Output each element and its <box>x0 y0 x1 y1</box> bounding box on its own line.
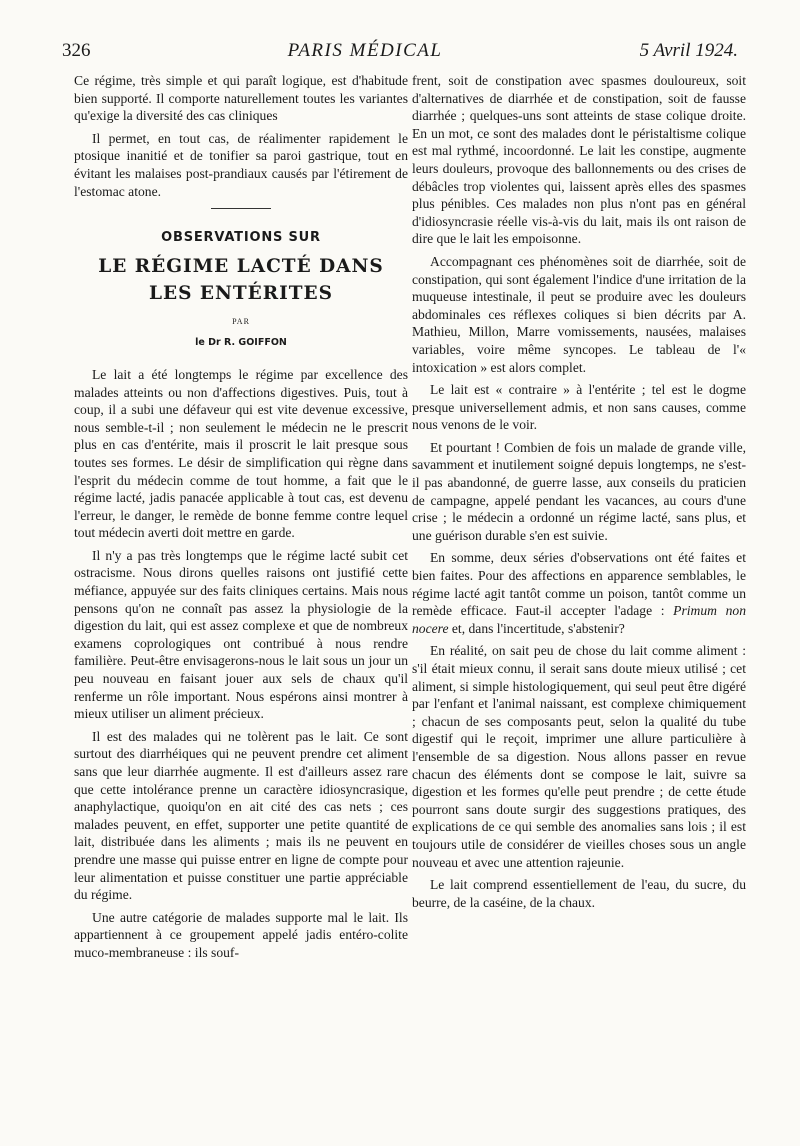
page-number: 326 <box>62 40 91 61</box>
latin-adage: Primum non nocere <box>412 603 746 636</box>
article-title-line-2: LES ENTÉRITES <box>148 282 334 304</box>
paragraph-text: et, dans l'incertitude, s'abstenir? <box>448 620 625 636</box>
intro-paragraph: Il permet, en tout cas, de réalimenter rapidement le ptosique inanitié et de tonifier sa paroi gastrique, tout en évitant les malaises post-prandiaux causés par l'étirement de l'estomac atone. <box>74 130 408 199</box>
body-paragraph: Le lait comprend essentiellement de l'eau, du sucre, du beurre, de la caséine, de la chaux. <box>412 877 746 910</box>
left-column <box>74 72 408 967</box>
article-kicker: OBSERVATIONS SUR <box>161 230 321 246</box>
article-heading <box>74 229 408 352</box>
right-column <box>412 72 746 916</box>
body-paragraph: En réalité, on sait peu de chose du lait comme aliment : s'il était mieux connu, il serait sans doute mieux utilisé ; cet aliment, si simple histologiquement, qui seul peut être digéré par l'enfant et l'animal naissant, est complexe chimiquement ; chacun de ses composants peut, selon la qualité du tube digestif qui le reçoit, imprimer une allure particulière à l'ensemble de sa digestion. Nous allons passer en revue chacun des éléments dont se compose le lait, suivre sa digestion et les formes qu'elle peut prendre ; de cette étude pourront sans doute surgir des suggestions pratiques, des explications de ce qui semble des anomalies sans lois ; il est toujours utile de considérer de vieilles choses sous un angle nouveau et avec une attention rajeunie. <box>412 643 746 870</box>
issue-date: 5 Avril 1924. <box>639 40 738 61</box>
continued-paragraph: frent, soit de constipation avec spasmes douloureux, soit d'alternatives de diarrhée et de constipation, soit de fausse diarrhée ; quelques-uns sont atteints de stase colique droite. En un mot, ce sont des malades dont le péristaltisme colique est mal rythmé, incoordonné. Le lait les constipe, augmente leurs douleurs, provoque des ballonnements ou des crises de débâcles trop violentes qui, laissent après elles des spasmes plus pénibles. Ces malades non plus n'ont pas en général d'idiosyncrasie réelle vis-à-vis du lait, mais ils ont raison de dire que le lait les empoisonne. <box>412 73 746 247</box>
body-paragraph: Une autre catégorie de malades supporte mal le lait. Ils appartiennent à ce groupement appelé jadis entéro-colite muco-membraneuse : ils souf- <box>74 909 408 960</box>
section-divider <box>211 208 271 209</box>
journal-title: PARIS MÉDICAL <box>287 40 443 61</box>
paragraph-text: En somme, deux séries d'observations ont été faites et bien faites. Pour des affections en apparence semblables, le régime lacté agit tantôt comme un poison, tantôt comme un remède efficace. Faut-il accepter l'adage : <box>412 550 746 619</box>
body-paragraph <box>412 549 746 637</box>
article-title-line-1: LE RÉGIME LACTÉ DANS <box>98 255 384 277</box>
running-header <box>62 40 738 68</box>
byline-par: PAR <box>232 316 250 326</box>
intro-paragraph: Ce régime, très simple et qui paraît logique, est d'habitude bien supporté. Il comporte naturellement toutes les variantes qu'exige la diversité des cas cliniques <box>74 73 408 124</box>
body-paragraph: Il est des malades qui ne tolèrent pas le lait. Ce sont surtout des diarrhéiques qui ne peuvent prendre cet aliment sans que leur diarrhée augmente. Il est d'ailleurs assez rare que cette intolérance prenne un caractère idiosyncrasique, anaphylactique, quoiqu'on en ait cité des cas nets ; ces malades peuvent, en effet, supporter une petite quantité de lait, distribuée dans les aliments ; mais ils ne peuvent en prendre une masse qui puisse entrer en ligne de compte pour leur alimentation et puisse constituer une partie appréciable du régime. <box>74 728 408 903</box>
body-paragraph: Le lait est « contraire » à l'entérite ; tel est le dogme presque universellement admis, et non sans causes, comme nous venons de le voir. <box>412 382 746 433</box>
body-paragraph: Le lait a été longtemps le régime par excellence des malades atteints ou non d'affections digestives. Puis, tout à coup, il a subi une défaveur qui est vite devenue excessive, nous semble-t-il ; non seulement le médecin ne le prescrit plus en cas d'entérite, mais il proscrit le lait presque sous toutes ses formes. Le désir de simplification qui règne dans l'esprit du médecin comme de tout homme, a fait que le régime lacté, jadis panacée applicable à tout cas, est devenu l'erreur, le danger, le remède de bonne femme contre lequel tout médecin averti doit mettre en garde. <box>74 366 408 541</box>
article-author: le Dr R. GOIFFON <box>195 337 287 349</box>
body-paragraph: Et pourtant ! Combien de fois un malade de grande ville, savamment et inutilement soigné depuis longtemps, ne s'est-il pas abandonné, de guerre lasse, aux conseils du praticien de campagne, appelé pendant les vacances, au cours d'une crise ; le médecin a ordonné un régime lacté, sans plus, et une guérison durable s'en est suivie. <box>412 439 746 543</box>
body-paragraph: Il n'y a pas très longtemps que le régime lacté subit cet ostracisme. Nous dirons quelles raisons ont justifié cette méfiance, appuyée sur des faits cliniques certains. Mais nous pensons qu'on ne connaît pas assez la physiologie de la digestion du lait, qui est assez complexe et que de nombreux examens coprologiques ont contribué à nous rendre familière. Peut-être envisagerons-nous le lait sous un jour un peu nouveau en faisant jouer aux sels de chaux qu'il renferme un rôle important. Nous espérons ainsi montrer à mieux utiliser un aliment précieux. <box>74 547 408 722</box>
body-paragraph: Accompagnant ces phénomènes soit de diarrhée, soit de constipation, qui sont également l'indice d'une irritation de la muqueuse intestinale, il peut se produire avec les douleurs abdominales ces réflexes coliques si bien décrits par A. Mathieu, Millon, Marre vomissements, nausées, malaises variables, voire même syncopes. Le tableau de l'« intoxication » est alors complet. <box>412 253 746 375</box>
